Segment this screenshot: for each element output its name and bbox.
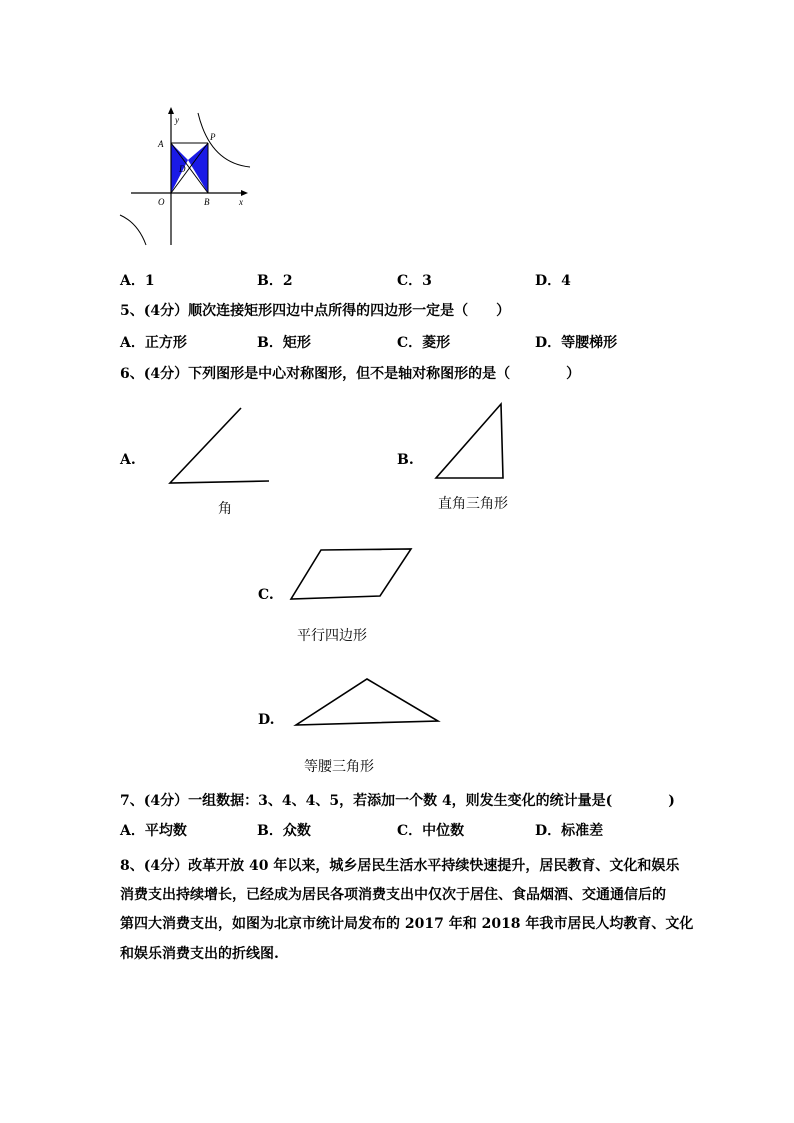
x-axis-arrow <box>241 190 248 196</box>
q7-stem: 7、(4分）一组数据：3、4、4、5，若添加一个数 4，则发生变化的统计量是( ) <box>120 793 675 809</box>
q7-option-a: A．平均数 <box>120 823 187 839</box>
q6-option-c-letter: C. <box>258 587 274 603</box>
q8-line-3: 第四大消费支出，如图为北京市统计局发布的 2017 年和 2018 年我市居民人均教育、文化 <box>120 916 694 932</box>
y-axis-arrow <box>168 107 174 114</box>
label-P: P <box>210 132 216 142</box>
label-x: x <box>239 197 243 207</box>
q6-stem: 6、(4分）下列图形是中心对称图形，但不是轴对称图形的是（ ） <box>120 366 581 382</box>
right-triangle-figure <box>432 400 512 485</box>
label-D: D <box>179 164 186 174</box>
q7-option-b: B．众数 <box>257 823 311 839</box>
coordinate-figure <box>118 105 258 250</box>
parallelogram-figure <box>288 545 418 605</box>
shaded-triangle-right <box>188 143 208 193</box>
isosceles-triangle-figure <box>292 675 442 730</box>
label-O: O <box>158 197 165 207</box>
q7-option-c: C．中位数 <box>397 823 465 839</box>
q6-caption-a: 角 <box>218 501 232 517</box>
q6-caption-d: 等腰三角形 <box>304 759 374 775</box>
q5-option-d: D．等腰梯形 <box>535 335 618 351</box>
q6-caption-c: 平行四边形 <box>297 628 367 644</box>
q5-option-b: B．矩形 <box>257 335 311 351</box>
q8-line-4: 和娱乐消费支出的折线图. <box>120 946 279 962</box>
q5-option-a: A．正方形 <box>120 335 187 351</box>
hyperbola-branch-lower <box>120 215 146 245</box>
label-B: B <box>204 197 210 207</box>
q4-option-d: D．4 <box>535 273 571 289</box>
q4-option-a: A．1 <box>120 273 155 289</box>
label-y: y <box>175 115 179 125</box>
q4-option-c: C．3 <box>397 273 432 289</box>
q4-option-b: B．2 <box>257 273 293 289</box>
q5-stem: 5、(4分）顺次连接矩形四边中点所得的四边形一定是（ ） <box>120 303 511 319</box>
q8-line-2: 消费支出持续增长，已经成为居民各项消费支出中仅次于居住、食品烟酒、交通通信后的 <box>120 887 666 903</box>
q5-option-c: C．菱形 <box>397 335 451 351</box>
q6-option-d-letter: D. <box>258 712 275 728</box>
q6-option-a-letter: A. <box>120 452 136 468</box>
q8-line-1: 8、(4分）改革开放 40 年以来，城乡居民生活水平持续快速提升，居民教育、文化和娱乐 <box>120 858 680 874</box>
q6-option-b-letter: B. <box>397 452 414 468</box>
label-A: A <box>158 139 164 149</box>
q7-option-d: D．标准差 <box>535 823 604 839</box>
q6-caption-b: 直角三角形 <box>438 496 508 512</box>
angle-figure <box>165 405 275 490</box>
